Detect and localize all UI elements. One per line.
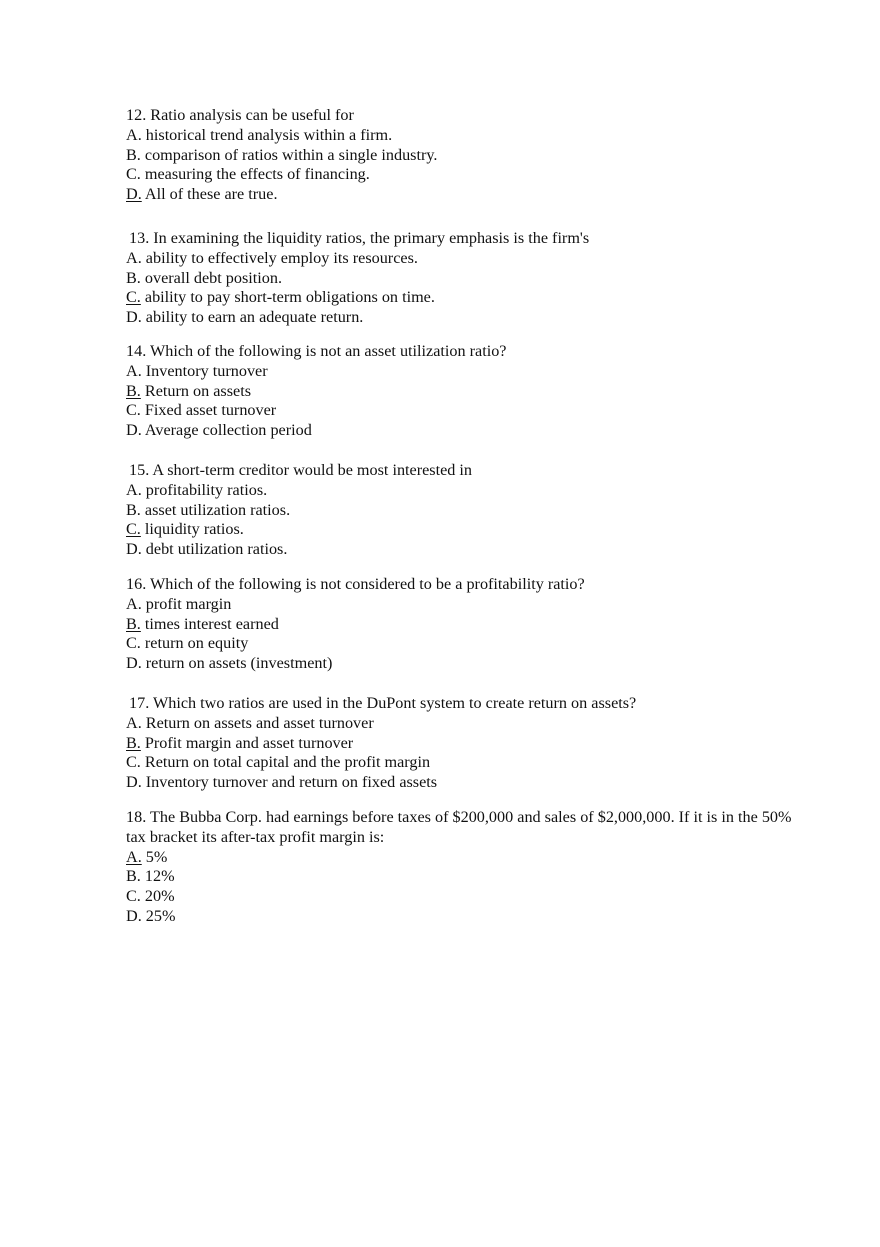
question-13 xyxy=(126,229,806,328)
question-15 xyxy=(126,461,806,560)
option-letter: A. xyxy=(126,361,142,380)
option-letter: D. xyxy=(126,773,142,792)
option-a xyxy=(126,249,806,269)
correct-option-letter: B. xyxy=(126,733,141,752)
option-letter: D. xyxy=(126,906,142,925)
option-text: overall debt position. xyxy=(140,268,283,287)
option-letter: B. xyxy=(126,268,141,287)
option-text: All of these are true. xyxy=(141,185,278,204)
option-a xyxy=(126,714,806,734)
option-text: return on equity xyxy=(140,634,249,653)
option-letter: C. xyxy=(126,634,141,653)
option-letter: D. xyxy=(126,540,142,559)
option-b xyxy=(126,501,806,521)
option-text: liquidity ratios. xyxy=(140,520,244,539)
option-text: ability to earn an adequate return. xyxy=(141,308,364,327)
option-letter: A. xyxy=(126,713,142,732)
option-text: Return on total capital and the profit margin xyxy=(140,753,431,772)
option-letter: A. xyxy=(126,248,142,267)
option-c xyxy=(126,887,806,907)
option-text: times interest earned xyxy=(140,614,279,633)
option-text: Inventory turnover and return on fixed assets xyxy=(141,773,438,792)
option-text: comparison of ratios within a single industry. xyxy=(140,145,438,164)
option-text: return on assets (investment) xyxy=(141,654,333,673)
option-text: historical trend analysis within a firm. xyxy=(141,125,393,144)
option-text: Profit margin and asset turnover xyxy=(140,733,354,752)
option-text: ability to effectively employ its resources. xyxy=(141,248,418,267)
correct-option-letter: B. xyxy=(126,614,141,633)
option-text: Inventory turnover xyxy=(141,361,268,380)
option-d xyxy=(126,421,806,441)
correct-option-letter: B. xyxy=(126,381,141,400)
option-letter: B. xyxy=(126,867,141,886)
option-b xyxy=(126,382,806,402)
option-letter: A. xyxy=(126,125,142,144)
question-stem: 18. The Bubba Corp. had earnings before taxes of $200,000 and sales of $2,000,000. If it is in the 50% tax bracket its after-tax profit margin is: xyxy=(126,808,792,846)
question-stem: 15. A short-term creditor would be most interested in xyxy=(129,461,473,479)
option-text: measuring the effects of financing. xyxy=(140,165,370,184)
option-d xyxy=(126,654,806,674)
option-letter: C. xyxy=(126,887,141,906)
option-d xyxy=(126,907,806,927)
option-letter: A. xyxy=(126,480,142,499)
correct-option-letter: C. xyxy=(126,520,141,539)
question-stem: 14. Which of the following is not an asset utilization ratio? xyxy=(126,342,507,360)
option-d xyxy=(126,308,806,328)
correct-option-letter: A. xyxy=(126,847,142,866)
option-text: 25% xyxy=(141,906,176,925)
question-stem: 16. Which of the following is not considered to be a profitability ratio? xyxy=(126,575,585,593)
option-letter: D. xyxy=(126,421,142,440)
option-text: asset utilization ratios. xyxy=(140,500,291,519)
option-letter: A. xyxy=(126,594,142,613)
option-letter: D. xyxy=(126,654,142,673)
option-text: profitability ratios. xyxy=(141,480,268,499)
option-b xyxy=(126,146,806,166)
option-d xyxy=(126,773,806,793)
question-17 xyxy=(126,694,806,793)
option-a xyxy=(126,126,806,146)
option-letter: D. xyxy=(126,308,142,327)
option-text: 5% xyxy=(141,847,168,866)
option-letter: C. xyxy=(126,401,141,420)
option-b xyxy=(126,867,806,887)
correct-option-letter: D. xyxy=(126,185,142,204)
question-12 xyxy=(126,106,806,205)
option-d xyxy=(126,540,806,560)
option-text: profit margin xyxy=(141,594,232,613)
option-b xyxy=(126,615,806,635)
correct-option-letter: C. xyxy=(126,288,141,307)
question-stem: 13. In examining the liquidity ratios, the primary emphasis is the firm's xyxy=(129,229,590,247)
option-a xyxy=(126,481,806,501)
option-a xyxy=(126,362,806,382)
option-c xyxy=(126,520,806,540)
option-letter: C. xyxy=(126,753,141,772)
option-c xyxy=(126,634,806,654)
option-text: Return on assets and asset turnover xyxy=(141,713,374,732)
option-text: Return on assets xyxy=(140,381,252,400)
option-d xyxy=(126,185,806,205)
option-a xyxy=(126,848,806,868)
option-c xyxy=(126,288,806,308)
option-text: ability to pay short-term obligations on time. xyxy=(140,288,435,307)
option-b xyxy=(126,269,806,289)
option-letter: B. xyxy=(126,500,141,519)
question-16 xyxy=(126,575,806,674)
option-letter: B. xyxy=(126,145,141,164)
option-b xyxy=(126,734,806,754)
option-text: debt utilization ratios. xyxy=(141,540,288,559)
option-c xyxy=(126,401,806,421)
option-text: Fixed asset turnover xyxy=(140,401,277,420)
question-stem: 12. Ratio analysis can be useful for xyxy=(126,106,354,124)
question-stem: 17. Which two ratios are used in the DuPont system to create return on assets? xyxy=(129,694,637,712)
option-text: Average collection period xyxy=(141,421,312,440)
option-text: 12% xyxy=(140,867,175,886)
option-c xyxy=(126,753,806,773)
option-letter: C. xyxy=(126,165,141,184)
option-text: 20% xyxy=(140,887,175,906)
question-14 xyxy=(126,342,806,441)
question-18 xyxy=(126,808,806,927)
option-c xyxy=(126,165,806,185)
option-a xyxy=(126,595,806,615)
